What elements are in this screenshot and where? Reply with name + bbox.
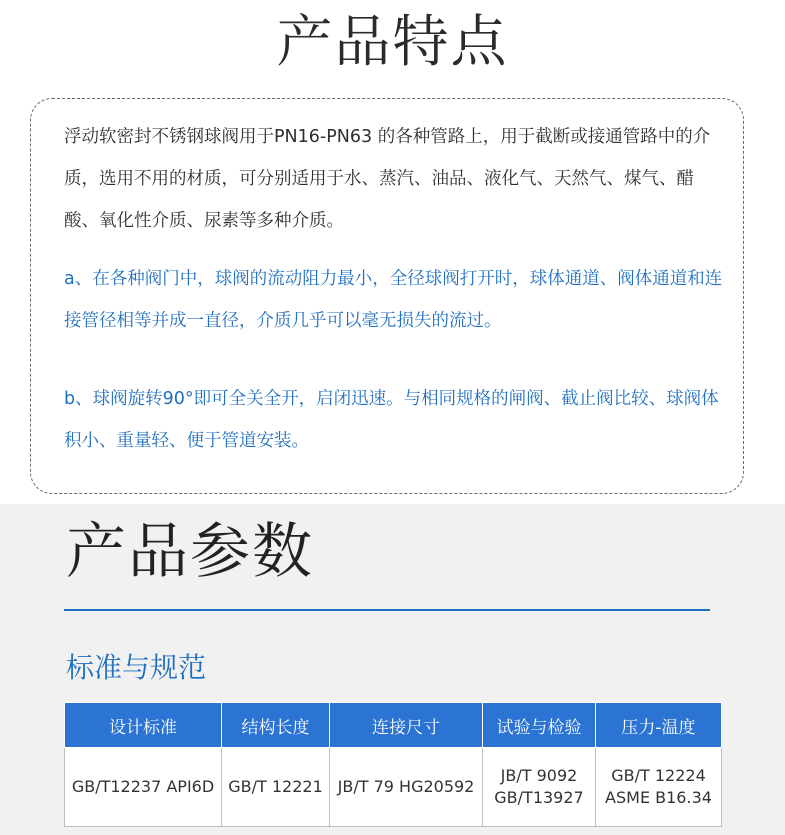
header-structure-length: 结构长度 bbox=[222, 703, 330, 748]
header-design-standard: 设计标准 bbox=[65, 703, 222, 748]
cell-pressure-temperature bbox=[596, 748, 722, 827]
features-title: 产品特点 bbox=[276, 10, 509, 75]
cell-structure-length: GB/T 12221 bbox=[222, 748, 330, 827]
header-pressure-temperature: 压力-温度 bbox=[596, 703, 722, 748]
feature-point-b: b、球阀旋转90°即可全关全开，启闭迅速。与相同规格的闸阀、截止阀比较、球阀体积小、重量轻、便于管道安装。 bbox=[64, 389, 719, 451]
cell-connection-size: JB/T 79 HG20592 bbox=[330, 748, 483, 827]
standards-table bbox=[64, 702, 722, 827]
cell-test-inspection bbox=[483, 748, 596, 827]
test-standard-line-1: JB/T 9092 bbox=[500, 766, 578, 785]
table-header-row bbox=[65, 703, 722, 748]
pressure-standard-line-2: ASME B16.34 bbox=[605, 788, 712, 807]
features-intro: 浮动软密封不锈钢球阀用于PN16-PN63 的各种管路上，用于截断或接通管路中的介质，选用不用的材质，可分别适用于水、蒸汽、油品、液化气、天然气、煤气、醋酸、氧化性介质、尿素等多种介质。 bbox=[64, 127, 711, 231]
header-connection-size: 连接尺寸 bbox=[330, 703, 483, 748]
cell-design-standard: GB/T12237 API6D bbox=[65, 748, 222, 827]
standards-heading: 标准与规范 bbox=[66, 651, 207, 684]
params-divider bbox=[64, 609, 710, 611]
table-row bbox=[65, 748, 722, 827]
pressure-standard-line-1: GB/T 12224 bbox=[611, 766, 706, 785]
test-standard-line-2: GB/T13927 bbox=[494, 788, 584, 807]
header-test-inspection: 试验与检验 bbox=[483, 703, 596, 748]
feature-point-a: a、在各种阀门中，球阀的流动阻力最小，全径球阀打开时，球体通道、阀体通道和连接管径相等并成一直径，介质几乎可以毫无损失的流过。 bbox=[64, 269, 723, 331]
params-title: 产品参数 bbox=[66, 517, 314, 587]
